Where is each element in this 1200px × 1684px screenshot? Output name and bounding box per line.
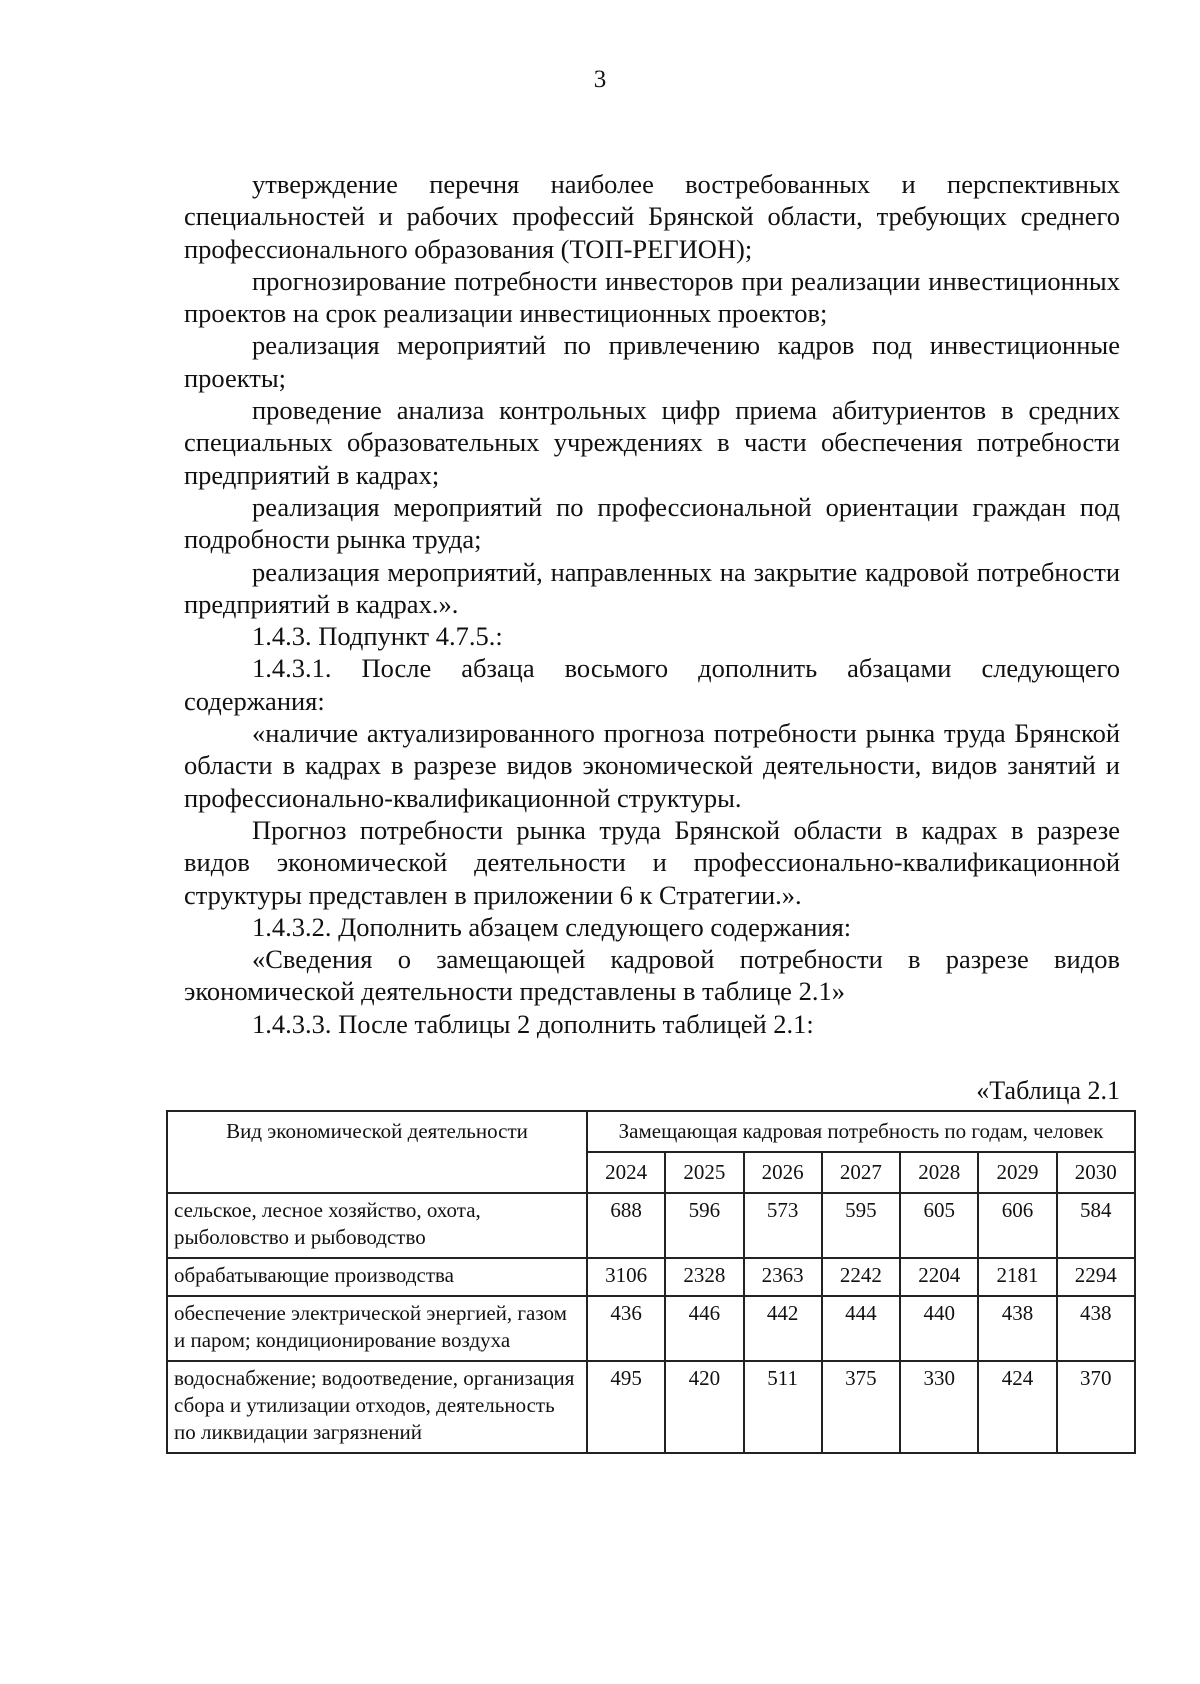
paragraph: прогнозирование потребности инвесторов при реализации инвестиционных проектов на срок реализации инвестиционных проектов; bbox=[184, 265, 1120, 329]
value-cell: 446 bbox=[665, 1296, 743, 1361]
value-cell: 596 bbox=[665, 1193, 743, 1258]
year-header: 2025 bbox=[665, 1152, 743, 1193]
year-header: 2030 bbox=[1057, 1152, 1135, 1193]
value-cell: 436 bbox=[587, 1296, 665, 1361]
activity-kind-cell: водоснабжение; водоотведение, организация сбора и утилизации отходов, деятельность по ликвидации загрязнений bbox=[167, 1361, 587, 1453]
value-cell: 330 bbox=[900, 1361, 978, 1453]
value-cell: 2204 bbox=[900, 1258, 978, 1296]
value-cell: 605 bbox=[900, 1193, 978, 1258]
table-row bbox=[167, 1296, 1135, 1361]
paragraph: «наличие актуализированного прогноза потребности рынка труда Брянской области в кадрах в разрезе видов экономической деятельности, видов занятий и профессионально-квалификационной структуры. bbox=[184, 718, 1120, 813]
value-cell: 444 bbox=[822, 1296, 900, 1361]
value-cell: 3106 bbox=[587, 1258, 665, 1296]
value-cell: 370 bbox=[1057, 1361, 1135, 1453]
value-cell: 495 bbox=[587, 1361, 665, 1453]
year-header: 2026 bbox=[744, 1152, 822, 1193]
activity-kind-cell: сельское, лесное хозяйство, охота, рыболовство и рыбоводство bbox=[167, 1193, 587, 1258]
value-cell: 2181 bbox=[978, 1258, 1056, 1296]
activity-kind-cell: обрабатывающие производства bbox=[167, 1258, 587, 1296]
body-text bbox=[184, 168, 1120, 1040]
value-cell: 442 bbox=[744, 1296, 822, 1361]
value-cell: 2363 bbox=[744, 1258, 822, 1296]
activity-kind-cell: обеспечение электрической энергией, газом и паром; кондиционирование воздуха bbox=[167, 1296, 587, 1361]
value-cell: 688 bbox=[587, 1193, 665, 1258]
table-row bbox=[167, 1258, 1135, 1296]
paragraph: проведение анализа контрольных цифр приема абитуриентов в средних специальных образовательных учреждениях в части обеспечения потребности предприятий в кадрах; bbox=[184, 395, 1120, 490]
value-cell: 2242 bbox=[822, 1258, 900, 1296]
value-cell: 375 bbox=[822, 1361, 900, 1453]
value-cell: 440 bbox=[900, 1296, 978, 1361]
header-staffing-need: Замещающая кадровая потребность по годам, человек bbox=[587, 1111, 1135, 1152]
value-cell: 424 bbox=[978, 1361, 1056, 1453]
paragraph: утверждение перечня наиболее востребованных и перспективных специальностей и рабочих профессий Брянской области, требующих среднего профессионального образования (ТОП-РЕГИОН); bbox=[184, 169, 1120, 264]
value-cell: 573 bbox=[744, 1193, 822, 1258]
year-header: 2024 bbox=[587, 1152, 665, 1193]
table-header-row bbox=[167, 1111, 1135, 1152]
value-cell: 584 bbox=[1057, 1193, 1135, 1258]
paragraph: реализация мероприятий по привлечению кадров под инвестиционные проекты; bbox=[184, 330, 1120, 393]
paragraph: Прогноз потребности рынка труда Брянской области в кадрах в разрезе видов экономической деятельности и профессионально-квалификационной структуры представлен в приложении 6 к Стратегии.». bbox=[184, 814, 1120, 910]
year-header: 2029 bbox=[978, 1152, 1056, 1193]
paragraph: 1.4.3.3. После таблицы 2 дополнить таблицей 2.1: bbox=[252, 1008, 814, 1039]
paragraph: реализация мероприятий, направленных на закрытие кадровой потребности предприятий в кадрах.». bbox=[184, 556, 1120, 619]
value-cell: 420 bbox=[665, 1361, 743, 1453]
paragraph: 1.4.3. Подпункт 4.7.5.: bbox=[252, 621, 503, 652]
value-cell: 595 bbox=[822, 1193, 900, 1258]
value-cell: 511 bbox=[744, 1361, 822, 1453]
year-header: 2027 bbox=[822, 1152, 900, 1193]
paragraph: «Сведения о замещающей кадровой потребности в разрезе видов экономической деятельности представлены в таблице 2.1» bbox=[184, 944, 1120, 1007]
paragraph: реализация мероприятий по профессиональной ориентации граждан под подробности рынка труда; bbox=[184, 491, 1120, 555]
value-cell: 438 bbox=[1057, 1296, 1135, 1361]
year-header: 2028 bbox=[900, 1152, 978, 1193]
value-cell: 2328 bbox=[665, 1258, 743, 1296]
table-row bbox=[167, 1193, 1135, 1258]
table-row bbox=[167, 1361, 1135, 1453]
value-cell: 606 bbox=[978, 1193, 1056, 1258]
staffing-need-table bbox=[166, 1110, 1136, 1454]
value-cell: 438 bbox=[978, 1296, 1056, 1361]
table-caption: «Таблица 2.1 bbox=[976, 1076, 1120, 1105]
header-activity-kind: Вид экономической деятельности bbox=[167, 1111, 587, 1193]
paragraph: 1.4.3.1. После абзаца восьмого дополнить абзацами следующего содержания: bbox=[184, 653, 1120, 716]
value-cell: 2294 bbox=[1057, 1258, 1135, 1296]
paragraph: 1.4.3.2. Дополнить абзацем следующего содержания: bbox=[252, 911, 852, 942]
page-number: 3 bbox=[593, 66, 607, 93]
